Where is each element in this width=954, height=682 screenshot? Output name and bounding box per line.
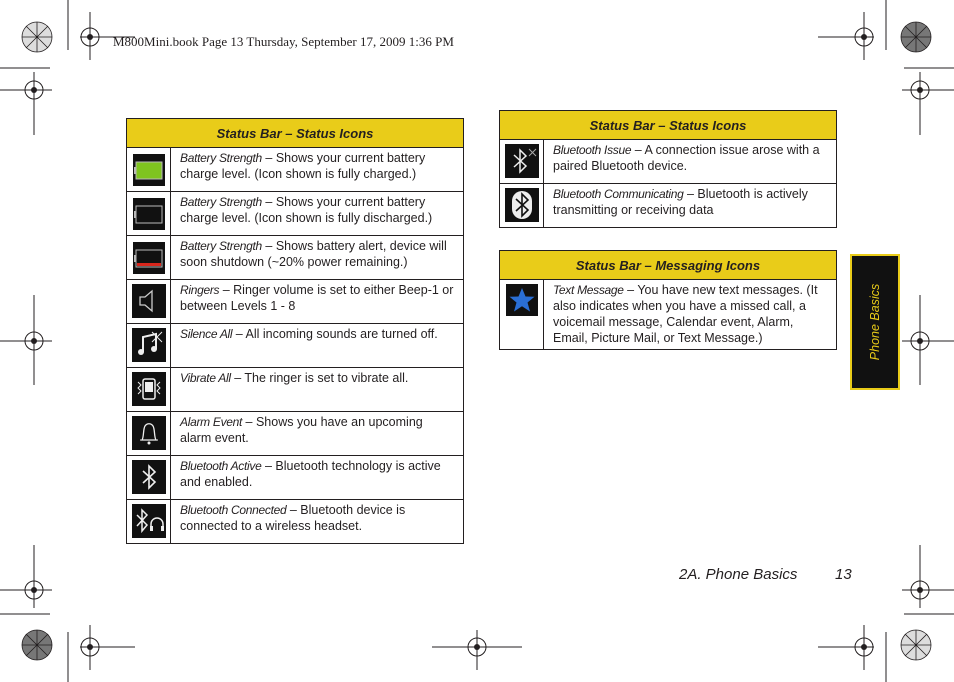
table-row: Bluetooth Active – Bluetooth technology is active and enabled.	[171, 456, 464, 500]
battery-empty-icon	[133, 198, 165, 230]
table-title: Status Bar – Status Icons	[127, 119, 464, 148]
bluetooth-issue-icon	[505, 144, 539, 178]
table-row: Battery Strength – Shows your current battery charge level. (Icon shown is fully discharged.)	[171, 192, 464, 236]
vibrate-icon	[132, 372, 166, 406]
table-row: Silence All – All incoming sounds are turned off.	[171, 324, 464, 368]
footer-section: 2A. Phone Basics	[679, 566, 798, 583]
status-icons-table	[126, 118, 464, 544]
messaging-icons-table	[499, 250, 837, 350]
page-number: 13	[835, 566, 852, 583]
table-row: Bluetooth Issue – A connection issue arose with a paired Bluetooth device.	[544, 140, 837, 184]
battery-full-icon	[133, 154, 165, 186]
bluetooth-communicating-icon	[505, 188, 539, 222]
table-row: Battery Strength – Shows your current battery charge level. (Icon shown is fully charged.)	[171, 148, 464, 192]
table-row: Text Message – You have new text messages. (It also indicates when you have a missed call, a voicemail message, Calendar event, Alarm, Email, Picture Mail, or Text Message.)	[544, 280, 837, 350]
book-header: M800Mini.book Page 13 Thursday, September 17, 2009 1:36 PM	[113, 34, 454, 49]
silence-icon	[132, 328, 166, 362]
battery-alert-icon	[133, 242, 165, 274]
section-tab	[850, 254, 900, 390]
table-row: Battery Strength – Shows battery alert, device will soon shutdown (~20% power remaining.)	[171, 236, 464, 280]
star-icon	[506, 284, 538, 316]
status-icons-table-continued	[499, 110, 837, 228]
bell-icon	[132, 416, 166, 450]
table-row: Alarm Event – Shows you have an upcoming alarm event.	[171, 412, 464, 456]
table-row: Bluetooth Communicating – Bluetooth is actively transmitting or receiving data	[544, 184, 837, 228]
bluetooth-icon	[132, 460, 166, 494]
table-title: Status Bar – Status Icons	[500, 111, 837, 140]
table-row: Ringers – Ringer volume is set to either Beep-1 or between Levels 1 - 8	[171, 280, 464, 324]
bluetooth-headset-icon	[132, 504, 166, 538]
table-title: Status Bar – Messaging Icons	[500, 251, 837, 280]
speaker-icon	[132, 284, 166, 318]
section-tab-label: Phone Basics	[868, 283, 882, 361]
table-row: Vibrate All – The ringer is set to vibrate all.	[171, 368, 464, 412]
table-row: Bluetooth Connected – Bluetooth device is connected to a wireless headset.	[171, 500, 464, 544]
